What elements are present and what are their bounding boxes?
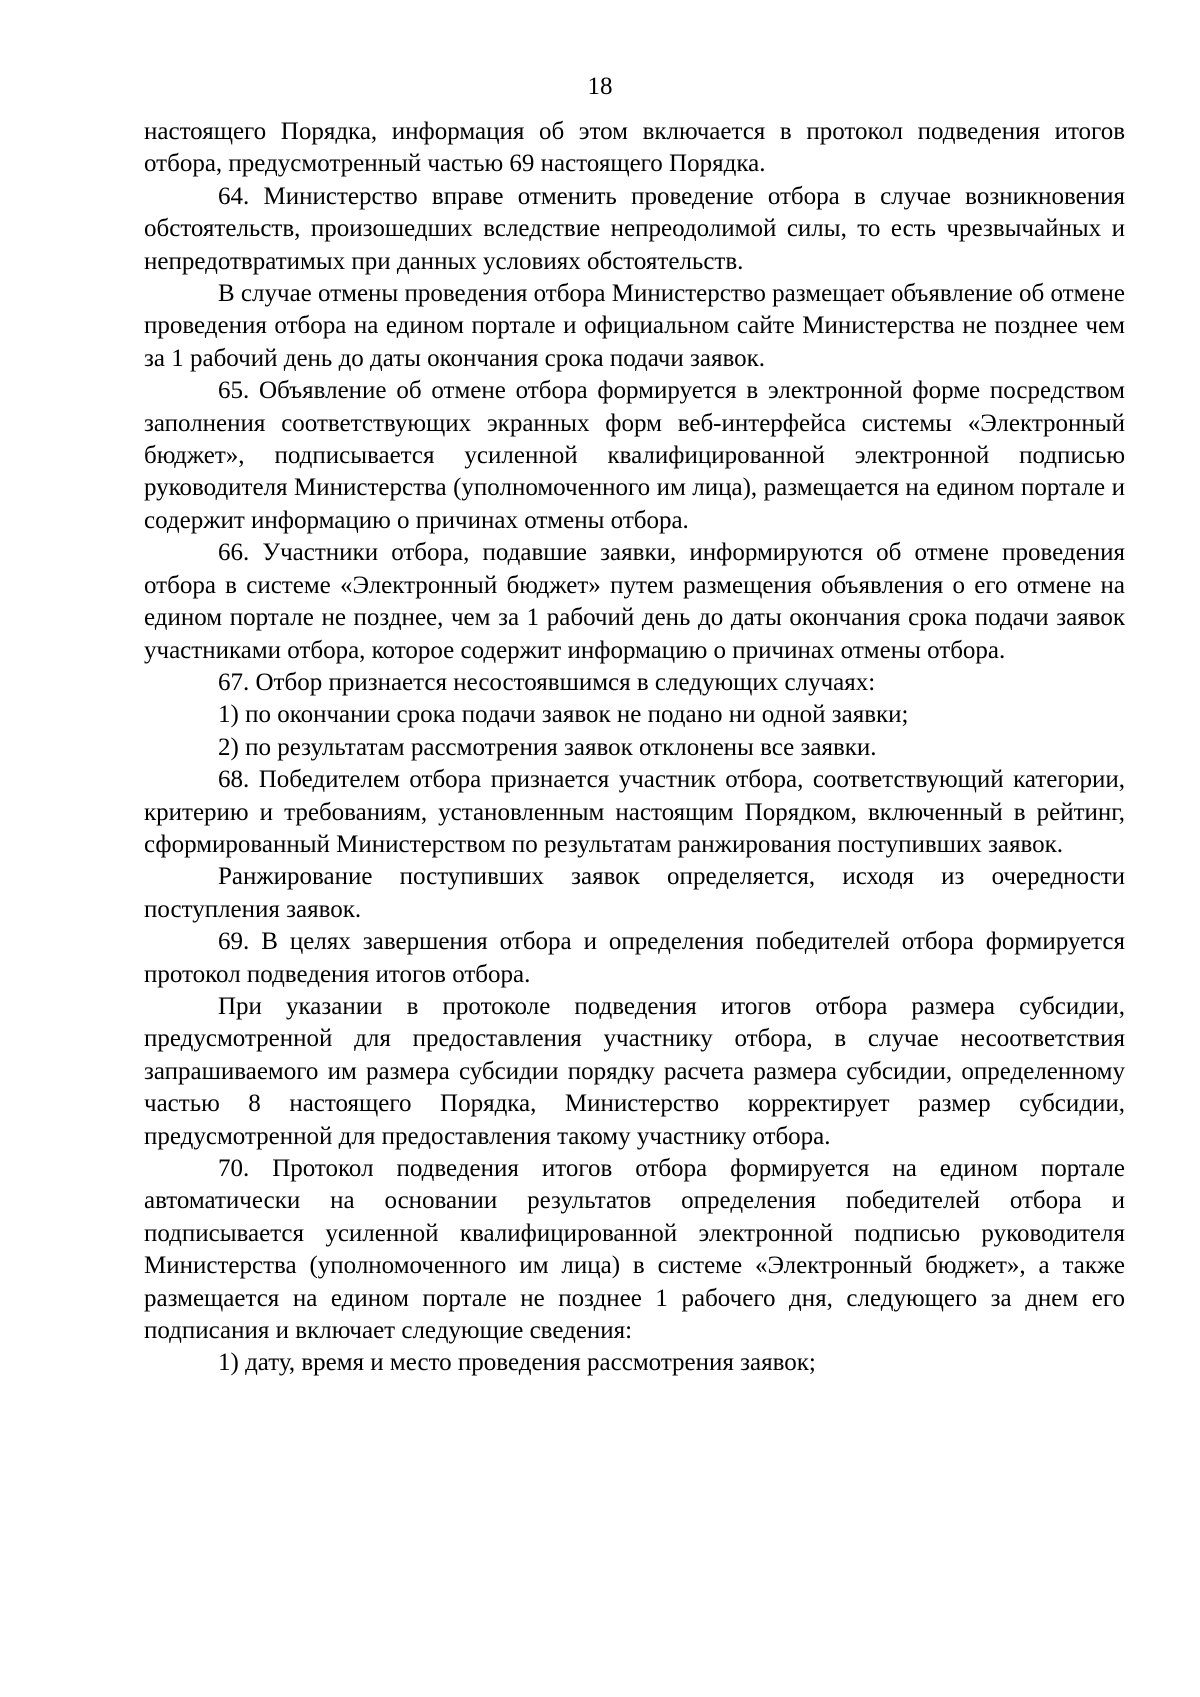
- paragraph-68: 68. Победителем отбора признается участник отбора, соответствующий категории, критерию и требованиям, установленным настоящим Порядком, включенный в рейтинг, сформированный Министерством по результатам ранжирования поступивших заявок.: [144, 766, 1125, 858]
- paragraph-64-cancellation: В случае отмены проведения отбора Министерство размещает объявление об отмене проведения отбора на едином портале и официальном сайте Министерства не позднее чем за 1 рабочий день до даты окончания срока подачи заявок.: [144, 280, 1125, 372]
- paragraph-69: 69. В целях завершения отбора и определения победителей отбора формируется протокол подведения итогов отбора.: [144, 928, 1125, 988]
- paragraph-69-subsidy: При указании в протоколе подведения итогов отбора размера субсидии, предусмотренной для предоставления участнику отбора, в случае несоответствия запрашиваемого им размера субсидии порядку расчета размера субсидии, определенному частью 8 настоящего Порядка, Министерство корректирует размер субсидии, предусмотренной для предоставления такому участнику отбора.: [144, 992, 1125, 1150]
- paragraph-continuation: настоящего Порядка, информация об этом включается в протокол подведения итогов отбора, предусмотренный частью 69 настоящего Порядка.: [144, 118, 1125, 178]
- paragraph-64: 64. Министерство вправе отменить проведение отбора в случае возникновения обстоятельств, произошедших вследствие непреодолимой силы, то есть чрезвычайных и непредотвратимых при данных условиях обстоятельств.: [144, 182, 1125, 275]
- paragraph-67-item-2: 2) по результатам рассмотрения заявок отклонены все заявки.: [218, 733, 877, 761]
- paragraph-68-ranking: Ранжирование поступивших заявок определяется, исходя из очередности поступления заявок.: [144, 863, 1125, 923]
- page-number: 18: [587, 73, 613, 100]
- paragraph-65: 65. Объявление об отмене отбора формируется в электронной форме посредством заполнения соответствующих экранных форм веб-интерфейса системы «Электронный бюджет», подписывается усиленной квалифицированной электронной подписью руководителя Министерства (уполномоченного им лица), размещается на едином портале и содержит информацию о причинах отмены отбора.: [144, 377, 1125, 534]
- paragraph-70: 70. Протокол подведения итогов отбора формируется на едином портале автоматически на основании результатов определения победителей отбора и подписывается усиленной квалифицированной электронной подписью руководителя Министерства (уполномоченного им лица) в системе «Электронный бюджет», а также размещается на едином портале не позднее 1 рабочего дня, следующего за днем его подписания и включает следующие сведения:: [144, 1155, 1125, 1345]
- paragraph-67-item-1: 1) по окончании срока подачи заявок не подано ни одной заявки;: [218, 701, 909, 729]
- paragraph-66: 66. Участники отбора, подавшие заявки, информируются об отмене проведения отбора в системе «Электронный бюджет» путем размещения объявления о его отмене на едином портале не позднее, чем за 1 рабочий день до даты окончания срока подачи заявок участниками отбора, которое содержит информацию о причинах отмены отбора.: [144, 539, 1125, 664]
- paragraph-67: 67. Отбор признается несостоявшимся в следующих случаях:: [218, 668, 876, 696]
- document-body: [144, 116, 1125, 1380]
- paragraph-70-item-1: 1) дату, время и место проведения рассмотрения заявок;: [218, 1349, 816, 1377]
